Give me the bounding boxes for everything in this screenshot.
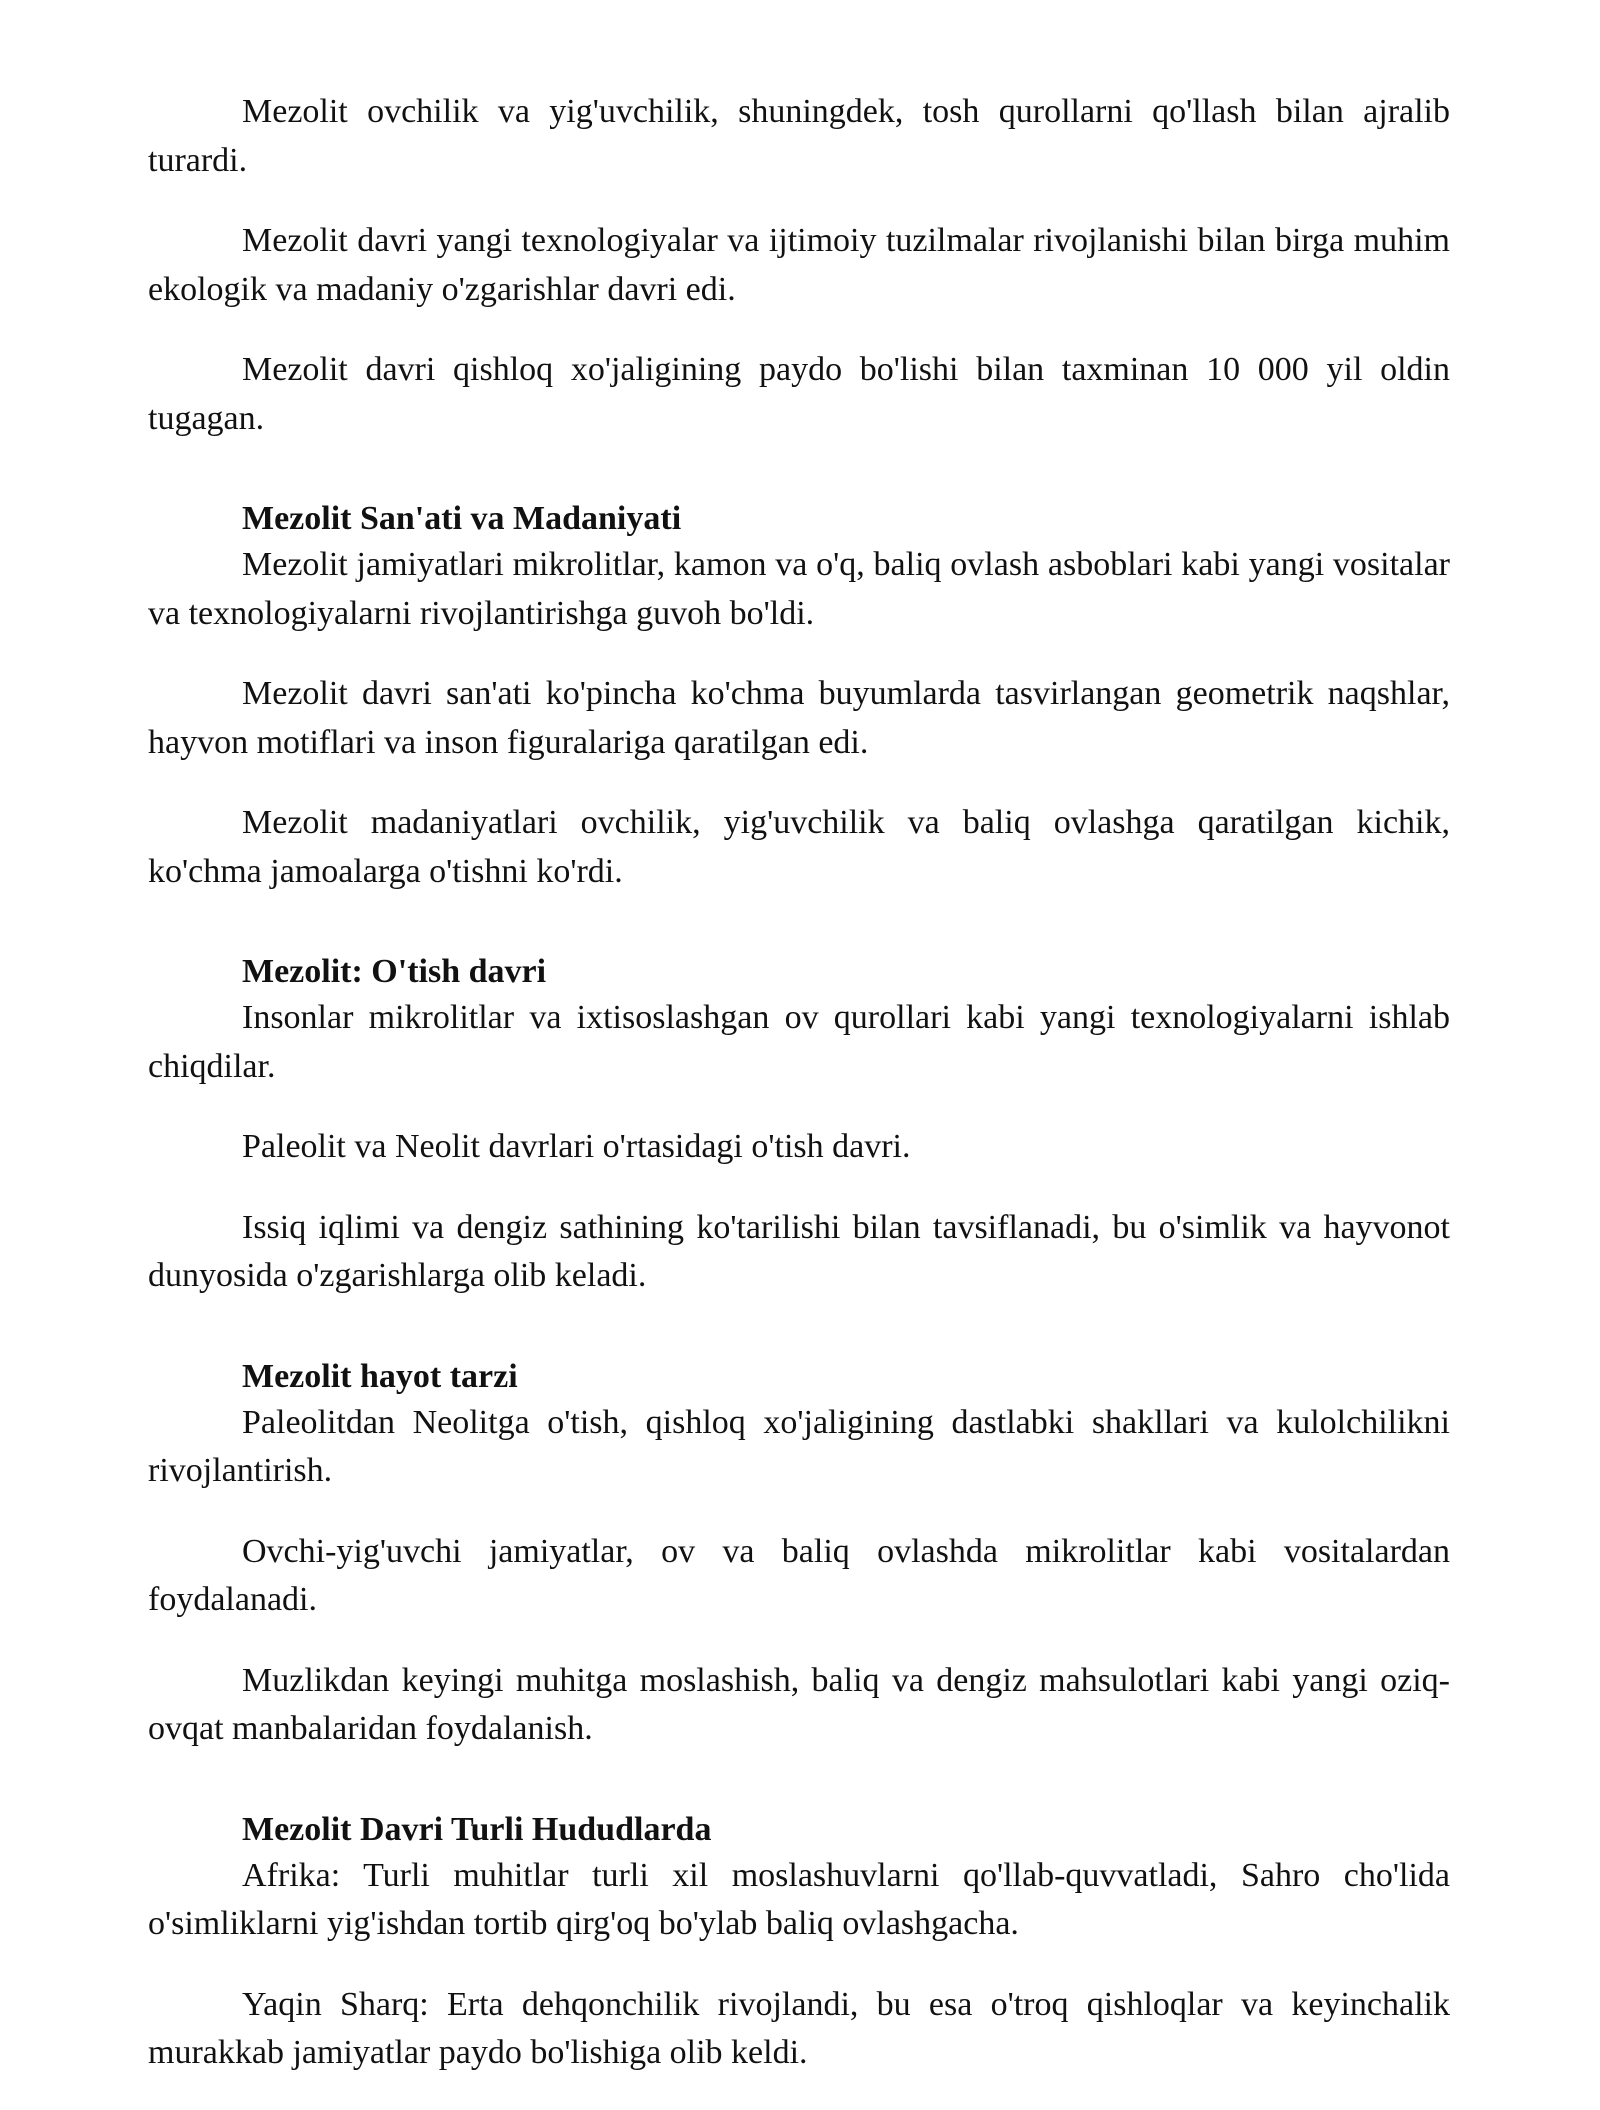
body-paragraph: Mezolit ovchilik va yig'uvchilik, shuningdek, tosh qurollarni qo'llash bilan ajralib turardi. bbox=[148, 93, 1450, 179]
body-paragraph: Muzlikdan keyingi muhitga moslashish, baliq va dengiz mahsulotlari kabi yangi oziq-ovqat manbalaridan foydalanish. bbox=[148, 1661, 1450, 1747]
section-spacer bbox=[148, 1786, 1450, 1808]
body-paragraph: Mezolit davri san'ati ko'pincha ko'chma buyumlarda tasvirlangan geometrik naqshlar, hayvon motiflari va inson figuralariga qaratilgan edi. bbox=[148, 675, 1450, 761]
section-heading: Mezolit San'ati va Madaniyati bbox=[242, 500, 682, 537]
document-page bbox=[148, 88, 1450, 2110]
body-paragraph: Issiq iqlimi va dengiz sathining ko'tarilishi bilan tavsiflanadi, bu o'simlik va hayvonot dunyosida o'zgarishlarga olib keladi. bbox=[148, 1208, 1450, 1294]
section-spacer bbox=[148, 475, 1450, 497]
body-paragraph: Mezolit davri qishloq xo'jaligining paydo bo'lishi bilan taxminan 10 000 yil oldin tugagan. bbox=[148, 351, 1450, 437]
section-heading: Mezolit hayot tarzi bbox=[242, 1357, 518, 1395]
section-spacer bbox=[148, 928, 1450, 950]
section-heading: Mezolit Davri Turli Hududlarda bbox=[242, 1810, 712, 1848]
body-paragraph: Yaqin Sharq: Erta dehqonchilik rivojlandi, bu esa o'troq qishloqlar va keyinchalik murakkab jamiyatlar paydo bo'lishiga olib keldi. bbox=[148, 1985, 1450, 2071]
body-paragraph: Paleolit va Neolit davrlari o'rtasidagi o'tish davri. bbox=[242, 1128, 911, 1165]
section-heading: Mezolit: O'tish davri bbox=[242, 953, 547, 990]
body-paragraph: Afrika: Turli muhitlar turli xil moslashuvlarni qo'llab-quvvatladi, Sahro cho'lida o'simliklarni yig'ishdan tortib qirg'oq bo'ylab baliq ovlashgacha. bbox=[148, 1856, 1450, 1942]
section-spacer bbox=[148, 1333, 1450, 1355]
body-paragraph: Insonlar mikrolitlar va ixtisoslashgan ov qurollari kabi yangi texnologiyalarni ishlab chiqdilar. bbox=[148, 999, 1450, 1085]
body-paragraph: Ovchi-yig'uvchi jamiyatlar, ov va baliq ovlashda mikrolitlar kabi vositalardan foydalanadi. bbox=[148, 1532, 1450, 1618]
body-paragraph: Paleolitdan Neolitga o'tish, qishloq xo'jaligining dastlabki shakllari va kulolchilikni rivojlantirish. bbox=[148, 1403, 1450, 1489]
body-paragraph: Mezolit madaniyatlari ovchilik, yig'uvchilik va baliq ovlashga qaratilgan kichik, ko'chma jamoalarga o'tishni ko'rdi. bbox=[148, 804, 1450, 890]
body-paragraph: Mezolit davri yangi texnologiyalar va ijtimoiy tuzilmalar rivojlanishi bilan birga muhim ekologik va madaniy o'zgarishlar davri edi. bbox=[148, 222, 1450, 308]
body-paragraph: Mezolit jamiyatlari mikrolitlar, kamon va o'q, baliq ovlash asboblari kabi yangi vositalar va texnologiyalarni rivojlantirishga guvoh bo'ldi. bbox=[148, 546, 1450, 632]
